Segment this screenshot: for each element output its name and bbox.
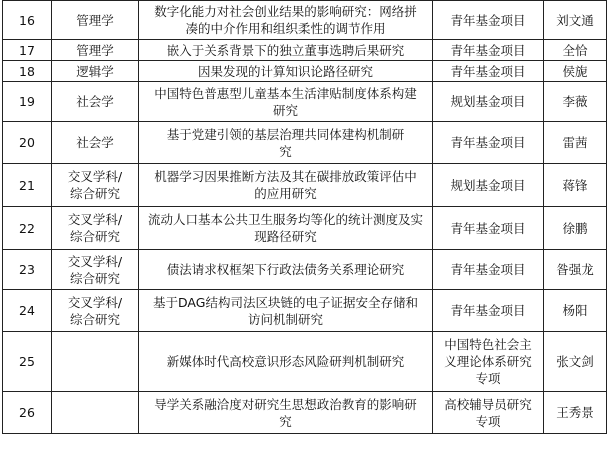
- project-type: 青年基金项目: [433, 40, 544, 61]
- project-title: 基于党建引领的基层治理共同体建构机制研究: [139, 122, 433, 164]
- principal-name: 刘文通: [544, 1, 607, 40]
- project-type: 青年基金项目: [433, 207, 544, 250]
- subject-cell: [52, 392, 139, 434]
- table-row: [3, 332, 607, 392]
- principal-name: 蒋锋: [544, 164, 607, 207]
- row-number: 17: [3, 40, 52, 61]
- row-number: 16: [3, 1, 52, 40]
- project-title: 机器学习因果推断方法及其在碳排放政策评估中的应用研究: [139, 164, 433, 207]
- table-row: [3, 290, 607, 332]
- row-number: 21: [3, 164, 52, 207]
- table-row: [3, 250, 607, 290]
- subject-cell: 交叉学科/综合研究: [52, 164, 139, 207]
- row-number: 22: [3, 207, 52, 250]
- principal-name: 李薇: [544, 82, 607, 122]
- row-number: 26: [3, 392, 52, 434]
- project-type: 青年基金项目: [433, 290, 544, 332]
- subject-cell: 逻辑学: [52, 61, 139, 82]
- project-title: 嵌入于关系背景下的独立董事选聘后果研究: [139, 40, 433, 61]
- project-title: 流动人口基本公共卫生服务均等化的统计测度及实现路径研究: [139, 207, 433, 250]
- project-title: 因果发现的计算知识论路径研究: [139, 61, 433, 82]
- project-title: 导学关系融洽度对研究生思想政治教育的影响研究: [139, 392, 433, 434]
- project-type: 规划基金项目: [433, 164, 544, 207]
- project-type: 青年基金项目: [433, 61, 544, 82]
- project-table: [2, 0, 607, 434]
- subject-cell: 管理学: [52, 40, 139, 61]
- row-number: 23: [3, 250, 52, 290]
- principal-name: 侯旎: [544, 61, 607, 82]
- principal-name: 昝强龙: [544, 250, 607, 290]
- subject-cell: 交叉学科/综合研究: [52, 207, 139, 250]
- table-row: [3, 164, 607, 207]
- principal-name: 徐鹏: [544, 207, 607, 250]
- subject-cell: [52, 332, 139, 392]
- table-row: [3, 392, 607, 434]
- project-title: 债法请求权框架下行政法债务关系理论研究: [139, 250, 433, 290]
- row-number: 18: [3, 61, 52, 82]
- project-title: 基于DAG结构司法区块链的电子证据安全存储和访问机制研究: [139, 290, 433, 332]
- project-type: 规划基金项目: [433, 82, 544, 122]
- principal-name: 王秀景: [544, 392, 607, 434]
- principal-name: 全恰: [544, 40, 607, 61]
- row-number: 24: [3, 290, 52, 332]
- table-row: [3, 207, 607, 250]
- table-row: [3, 61, 607, 82]
- table-row: [3, 122, 607, 164]
- principal-name: 雷茜: [544, 122, 607, 164]
- principal-name: 张文剑: [544, 332, 607, 392]
- project-type: 青年基金项目: [433, 1, 544, 40]
- row-number: 20: [3, 122, 52, 164]
- project-type: 青年基金项目: [433, 122, 544, 164]
- project-title: 新媒体时代高校意识形态风险研判机制研究: [139, 332, 433, 392]
- subject-cell: 交叉学科/综合研究: [52, 290, 139, 332]
- subject-cell: 交叉学科/综合研究: [52, 250, 139, 290]
- table-row: [3, 82, 607, 122]
- table-row: [3, 1, 607, 40]
- subject-cell: 社会学: [52, 122, 139, 164]
- row-number: 19: [3, 82, 52, 122]
- table-row: [3, 40, 607, 61]
- project-type: 青年基金项目: [433, 250, 544, 290]
- subject-cell: 管理学: [52, 1, 139, 40]
- project-title: 数字化能力对社会创业结果的影响研究：网络拼凑的中介作用和组织柔性的调节作用: [139, 1, 433, 40]
- principal-name: 杨阳: [544, 290, 607, 332]
- project-type: 中国特色社会主义理论体系研究专项: [433, 332, 544, 392]
- project-type: 高校辅导员研究专项: [433, 392, 544, 434]
- subject-cell: 社会学: [52, 82, 139, 122]
- project-title: 中国特色普惠型儿童基本生活津贴制度体系构建研究: [139, 82, 433, 122]
- row-number: 25: [3, 332, 52, 392]
